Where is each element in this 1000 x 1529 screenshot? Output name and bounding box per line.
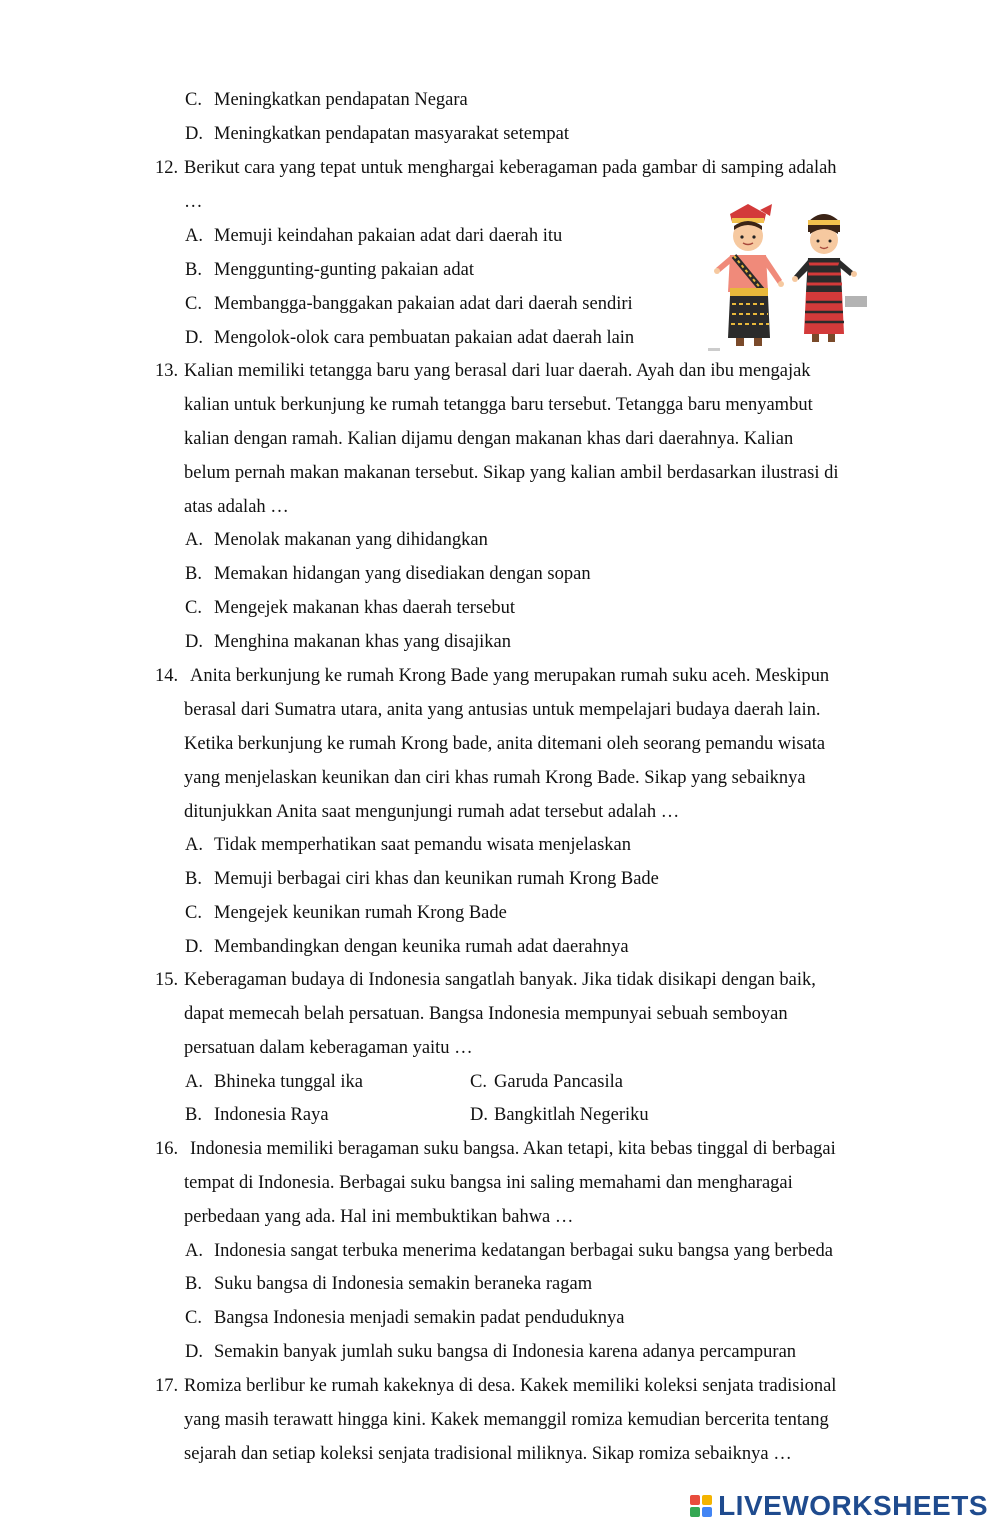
q17-number: 17.: [155, 1376, 179, 1396]
q14-option-a-text: Tidak memperhatikan saat pemandu wisata menjelaskan: [214, 835, 631, 855]
q15-option-c-letter: C.: [470, 1072, 487, 1092]
q12-option-b-letter: B.: [185, 260, 202, 280]
q14-text-line-4: yang menjelaskan keunikan dan ciri khas rumah Krong Bade. Sikap yang sebaiknya: [184, 768, 806, 788]
q13-option-a-text: Menolak makanan yang dihidangkan: [214, 530, 488, 550]
q12-option-d-text: Mengolok-olok cara pembuatan pakaian adat daerah lain: [214, 328, 635, 348]
q14-option-c-text: Mengejek keunikan rumah Krong Bade: [214, 903, 507, 923]
q14-option-a-letter: A.: [185, 835, 203, 855]
q16-text-line-3: perbedaan yang ada. Hal ini membuktikan bahwa …: [184, 1207, 574, 1227]
q14-text-line-2: berasal dari Sumatra utara, anita yang antusias untuk mempelajari budaya daerah lain.: [184, 700, 821, 720]
q15-option-d-letter: D.: [470, 1105, 488, 1125]
q13-option-a-letter: A.: [185, 530, 203, 550]
q16-option-a-letter: A.: [185, 1241, 203, 1261]
q14-text-line-3: Ketika berkunjung ke rumah Krong bade, anita ditemani oleh seorang pemandu wisata: [184, 734, 826, 754]
q16-option-a-text: Indonesia sangat terbuka menerima kedatangan berbagai suku bangsa yang berbeda: [214, 1241, 833, 1261]
q15-text-line-2: dapat memecah belah persatuan. Bangsa Indonesia mempunyai sebuah semboyan: [184, 1004, 788, 1024]
q13-option-b-text: Memakan hidangan yang disediakan dengan sopan: [214, 564, 591, 584]
q16-number: 16.: [155, 1139, 179, 1159]
liveworksheets-wordmark: LIVEWORKSHEETS: [718, 1490, 988, 1521]
q11-option-d-text: Meningkatkan pendapatan masyarakat setempat: [214, 124, 569, 144]
q13-option-d-text: Menghina makanan khas yang disajikan: [214, 632, 511, 652]
watermark-block: [845, 296, 867, 307]
q16-option-c-text: Bangsa Indonesia menjadi semakin padat penduduknya: [214, 1308, 625, 1328]
traditional-costume-children-icon: [708, 200, 873, 360]
girl-figure: [792, 214, 857, 342]
q16-option-d-letter: D.: [185, 1342, 203, 1362]
q13-text-line-2: kalian untuk berkunjung ke rumah tetangga baru tersebut. Tetangga baru menyambut: [184, 395, 813, 415]
q14-option-c-letter: C.: [185, 903, 202, 923]
q13-text-line-4: belum pernah makan makanan tersebut. Sikap yang kalian ambil berdasarkan ilustrasi di: [184, 463, 839, 483]
q15-option-b-letter: B.: [185, 1105, 202, 1125]
q11-option-c-text: Meningkatkan pendapatan Negara: [214, 90, 468, 110]
q14-option-b-letter: B.: [185, 869, 202, 889]
q13-option-d-letter: D.: [185, 632, 203, 652]
q13-text-line-5: atas adalah …: [184, 497, 289, 517]
q16-option-d-text: Semakin banyak jumlah suku bangsa di Indonesia karena adanya percampuran: [214, 1342, 797, 1362]
q14-text-line-1: Anita berkunjung ke rumah Krong Bade yang merupakan rumah suku aceh. Meskipun: [190, 666, 830, 686]
q13-number: 13.: [155, 361, 179, 381]
q16-option-c-letter: C.: [185, 1308, 202, 1328]
q14-option-b-text: Memuji berbagai ciri khas dan keunikan rumah Krong Bade: [214, 869, 659, 889]
q12-option-a-text: Memuji keindahan pakaian adat dari daerah itu: [214, 226, 563, 246]
q12-number: 12.: [155, 158, 179, 178]
q15-option-a-letter: A.: [185, 1072, 203, 1092]
q11-option-c-letter: C.: [185, 90, 202, 110]
q16-text-line-1: Indonesia memiliki beragaman suku bangsa. Akan tetapi, kita bebas tinggal di berbagai: [190, 1139, 836, 1159]
q15-option-c-text: Garuda Pancasila: [494, 1072, 623, 1092]
q13-option-c-text: Mengejek makanan khas daerah tersebut: [214, 598, 516, 618]
q13-option-b-letter: B.: [185, 564, 202, 584]
q16-option-b-letter: B.: [185, 1274, 202, 1294]
q11-option-d-letter: D.: [185, 124, 203, 144]
liveworksheets-logo-icon: [690, 1495, 712, 1517]
q12-option-c-text: Membangga-banggakan pakaian adat dari daerah sendiri: [214, 294, 633, 314]
q17-text-line-2: yang masih terawatt hingga kini. Kakek memanggil romiza kemudian bercerita tentang: [184, 1410, 829, 1430]
q15-text-line-3: persatuan dalam keberagaman yaitu …: [184, 1038, 473, 1058]
q12-option-b-text: Menggunting-gunting pakaian adat: [214, 260, 474, 280]
watermark-mark: [708, 348, 720, 351]
boy-figure: [714, 204, 784, 346]
q12-option-d-letter: D.: [185, 328, 203, 348]
q13-option-c-letter: C.: [185, 598, 202, 618]
q13-text-line-3: kalian dengan ramah. Kalian dijamu dengan makanan khas dari daerahnya. Kalian: [184, 429, 794, 449]
q12-option-c-letter: C.: [185, 294, 202, 314]
q14-text-line-5: ditunjukkan Anita saat mengunjungi rumah adat tersebut adalah …: [184, 802, 680, 822]
q17-text-line-3: sejarah dan setiap koleksi senjata tradisional miliknya. Sikap romiza sebaiknya …: [184, 1444, 792, 1464]
q14-number: 14.: [155, 666, 179, 686]
q16-option-b-text: Suku bangsa di Indonesia semakin beraneka ragam: [214, 1274, 593, 1294]
q15-text-line-1: Keberagaman budaya di Indonesia sangatlah banyak. Jika tidak disikapi dengan baik,: [184, 970, 816, 990]
q14-option-d-letter: D.: [185, 937, 203, 957]
q15-option-d-text: Bangkitlah Negeriku: [494, 1105, 649, 1125]
q15-option-a-text: Bhineka tunggal ika: [214, 1072, 363, 1092]
q16-text-line-2: tempat di Indonesia. Berbagai suku bangsa ini saling memahami dan mengharagai: [184, 1173, 793, 1193]
q15-number: 15.: [155, 970, 179, 990]
q15-option-b-text: Indonesia Raya: [214, 1105, 329, 1125]
liveworksheets-logo[interactable]: [690, 1488, 988, 1524]
q14-option-d-text: Membandingkan dengan keunika rumah adat daerahnya: [214, 937, 629, 957]
q17-text-line-1: Romiza berlibur ke rumah kakeknya di desa. Kakek memiliki koleksi senjata tradisional: [184, 1376, 837, 1396]
q12-option-a-letter: A.: [185, 226, 203, 246]
q12-text-line-2: …: [184, 192, 203, 212]
q13-text-line-1: Kalian memiliki tetangga baru yang berasal dari luar daerah. Ayah dan ibu mengajak: [184, 361, 811, 381]
q12-text-line-1: Berikut cara yang tepat untuk menghargai keberagaman pada gambar di samping adalah: [184, 158, 837, 178]
